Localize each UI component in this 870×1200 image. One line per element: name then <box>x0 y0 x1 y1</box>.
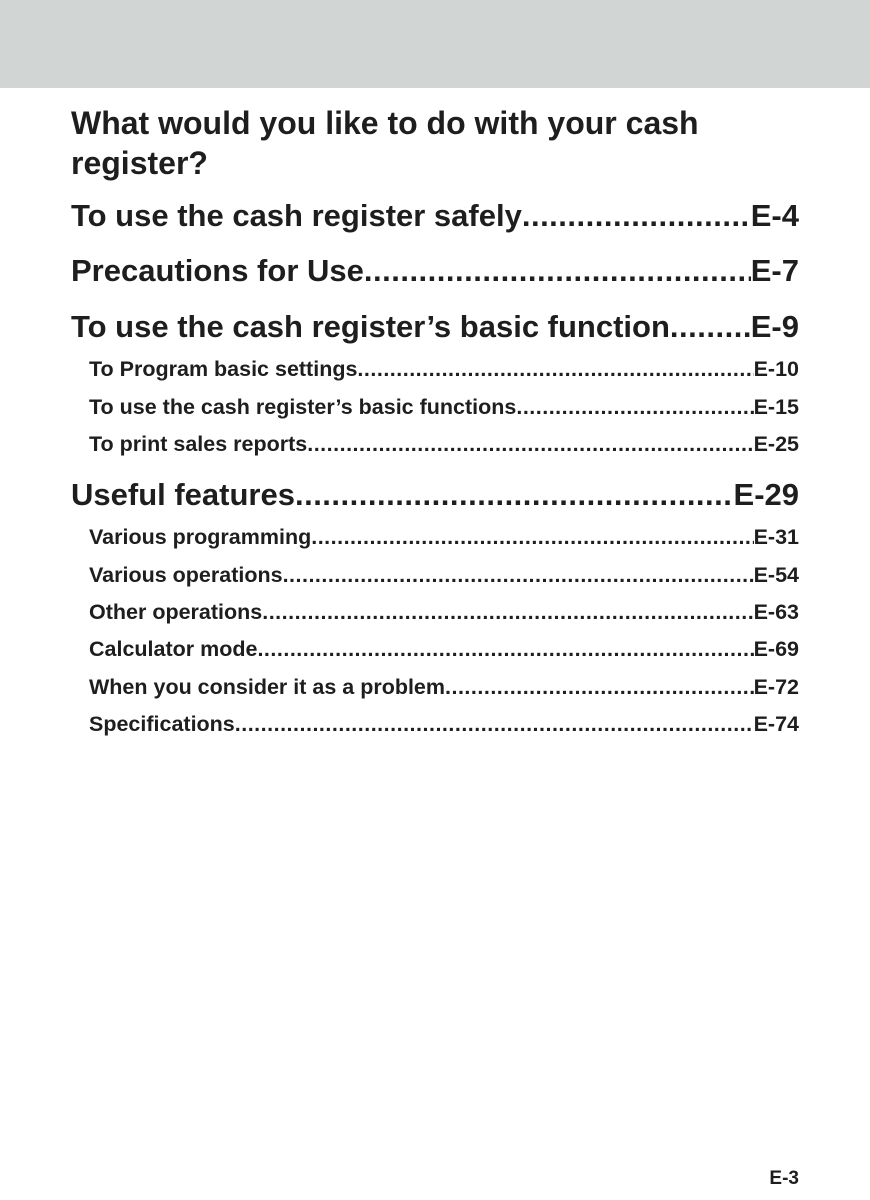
page-number: E-3 <box>769 1168 799 1189</box>
toc-entry-page: E-72 <box>753 675 799 699</box>
toc-entry-safety[interactable] <box>71 196 799 236</box>
toc-entry-title: Precautions for Use <box>71 253 364 288</box>
toc-entry-title: Useful features <box>71 477 295 512</box>
dot-leader <box>307 430 753 458</box>
dot-leader <box>311 523 753 551</box>
dot-leader <box>445 673 754 701</box>
toc-entry-various-programming[interactable] <box>89 523 799 551</box>
toc-entry-basic-functions[interactable] <box>89 393 799 421</box>
toc-entry-page: E-74 <box>753 712 799 736</box>
toc-entry-title: To use the cash register safely <box>71 198 522 233</box>
toc-entry-title: Other operations <box>89 600 263 624</box>
toc-entry-page: E-7 <box>750 253 799 288</box>
dot-leader <box>283 561 754 589</box>
toc-entry-page: E-31 <box>753 525 799 549</box>
dot-leader <box>522 196 751 236</box>
toc-entry-title: To use the cash register’s basic function <box>71 309 670 344</box>
toc-entry-page: E-29 <box>733 477 799 512</box>
toc-entry-calculator-mode[interactable] <box>89 635 799 663</box>
toc-entry-title: Various programming <box>89 525 312 549</box>
header-band <box>0 0 870 88</box>
toc-entry-title: To Program basic settings <box>89 357 358 381</box>
toc-entry-page: E-54 <box>753 563 799 587</box>
toc-entry-other-operations[interactable] <box>89 598 799 626</box>
toc-entry-program-settings[interactable] <box>89 355 799 383</box>
dot-leader <box>516 393 753 421</box>
toc-entry-title: To use the cash register’s basic functions <box>89 395 517 419</box>
toc-entry-various-operations[interactable] <box>89 561 799 589</box>
toc-entry-title: Specifications <box>89 712 235 736</box>
toc-entry-specifications[interactable] <box>89 710 799 738</box>
page-heading: What would you like to do with your cash register? <box>71 105 699 181</box>
dot-leader <box>364 251 751 291</box>
toc-entry-page: E-63 <box>753 600 799 624</box>
toc-entry-sales-reports[interactable] <box>89 430 799 458</box>
toc-entry-troubleshooting[interactable] <box>89 673 799 701</box>
toc-entry-precautions[interactable] <box>71 251 799 291</box>
toc-entry-page: E-69 <box>753 637 799 661</box>
dot-leader <box>670 307 751 347</box>
toc-entry-page: E-4 <box>750 198 799 233</box>
dot-leader <box>257 635 753 663</box>
dot-leader <box>262 598 753 626</box>
toc-entry-title: To print sales reports <box>89 432 308 456</box>
toc-entry-page: E-10 <box>753 357 799 381</box>
toc-entry-page: E-15 <box>753 395 799 419</box>
toc-entry-page: E-9 <box>750 309 799 344</box>
toc-entry-basic-function[interactable] <box>71 307 799 347</box>
toc-entry-title: Various operations <box>89 563 283 587</box>
dot-leader <box>357 355 753 383</box>
dot-leader <box>235 710 754 738</box>
dot-leader <box>295 475 734 515</box>
toc-entry-title: Calculator mode <box>89 637 258 661</box>
toc-entry-page: E-25 <box>753 432 799 456</box>
toc-entry-useful-features[interactable] <box>71 475 799 515</box>
toc-entry-title: When you consider it as a problem <box>89 675 446 699</box>
